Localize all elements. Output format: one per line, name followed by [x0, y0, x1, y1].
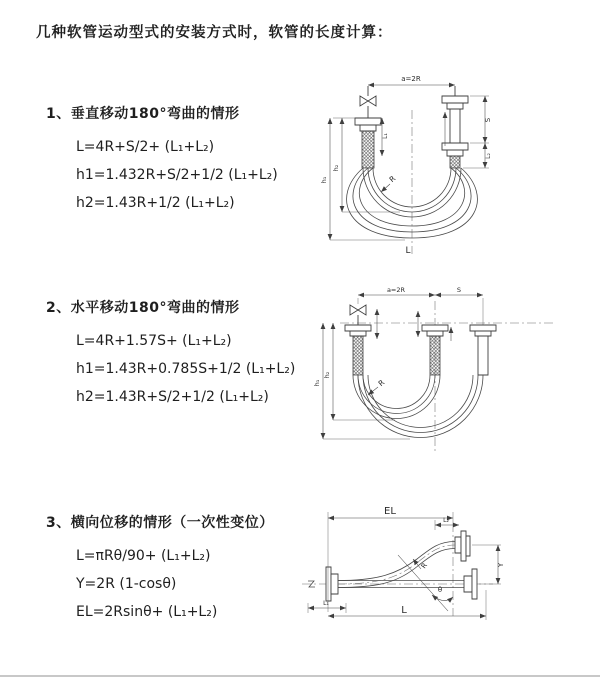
- dim-label-a2r: a=2R: [386, 286, 406, 294]
- dim-label-a2r: a=2R: [401, 75, 421, 83]
- dim-label-h1: h₁: [320, 176, 328, 184]
- dim-label-el: EL: [384, 506, 396, 517]
- length-label: L: [405, 246, 411, 256]
- dim-label-s: S: [456, 286, 462, 294]
- radius-label: R: [376, 377, 387, 389]
- formula-line: EL=2Rsinθ+ (L₁+L₂): [76, 604, 218, 620]
- formula-line: h1=1.43R+0.785S+1/2 (L₁+L₂): [76, 361, 296, 377]
- radius-label: R: [419, 561, 430, 571]
- pipe-fittings: [355, 86, 468, 168]
- dim-label-l1: L₁: [323, 600, 329, 607]
- dim-label-y: Y: [497, 562, 505, 568]
- diagram-lateral-displacement: [298, 498, 600, 648]
- dim-label-s: S: [484, 117, 492, 123]
- section-vertical-movement: [46, 103, 326, 217]
- hose-curves: [353, 375, 483, 438]
- formula-line: h2=1.43R+S/2+1/2 (L₁+L₂): [76, 389, 269, 405]
- dim-label-h2: h₂: [323, 371, 331, 379]
- formula-line: L=4R+S/2+ (L₁+L₂): [76, 139, 215, 155]
- page-title: 几种软管运动型式的安装方式时，软管的长度计算：: [36, 25, 393, 41]
- section-horizontal-movement: [46, 297, 326, 411]
- dim-label-h2: h₂: [332, 164, 340, 172]
- radius-label: R: [387, 173, 398, 185]
- dim-label-l2: L₂: [443, 517, 449, 524]
- valve-icon: [350, 305, 366, 315]
- section-heading: 3、横向位移的情形（一次性变位）: [46, 515, 274, 531]
- section-heading: 1、垂直移动180°弯曲的情形: [46, 106, 240, 122]
- formula-line: Y=2R (1-cosθ): [76, 576, 177, 592]
- diagram-horizontal-180-bend: [310, 283, 595, 458]
- formula-line: h1=1.432R+S/2+1/2 (L₁+L₂): [76, 167, 278, 183]
- formula-line: L=πRθ/90+ (L₁+L₂): [76, 548, 211, 564]
- dim-label-l: L: [401, 605, 407, 616]
- section-heading: 2、水平移动180°弯曲的情形: [46, 300, 240, 316]
- dim-label-l2: L₂: [485, 153, 492, 159]
- dim-label-l1: L₁: [382, 133, 389, 139]
- diagram-vertical-180-bend: [305, 68, 595, 263]
- valve-icon: [360, 96, 376, 106]
- formula-line: L=4R+1.57S+ (L₁+L₂): [76, 333, 232, 349]
- angle-label: θ: [437, 586, 443, 594]
- dimension-lines: [308, 506, 505, 620]
- dim-label-h1: h₁: [313, 379, 321, 387]
- center-line: [340, 301, 555, 451]
- formula-line: h2=1.43R+1/2 (L₁+L₂): [76, 195, 235, 211]
- section-lateral-displacement: [46, 512, 326, 626]
- pipe-fittings: [345, 305, 496, 375]
